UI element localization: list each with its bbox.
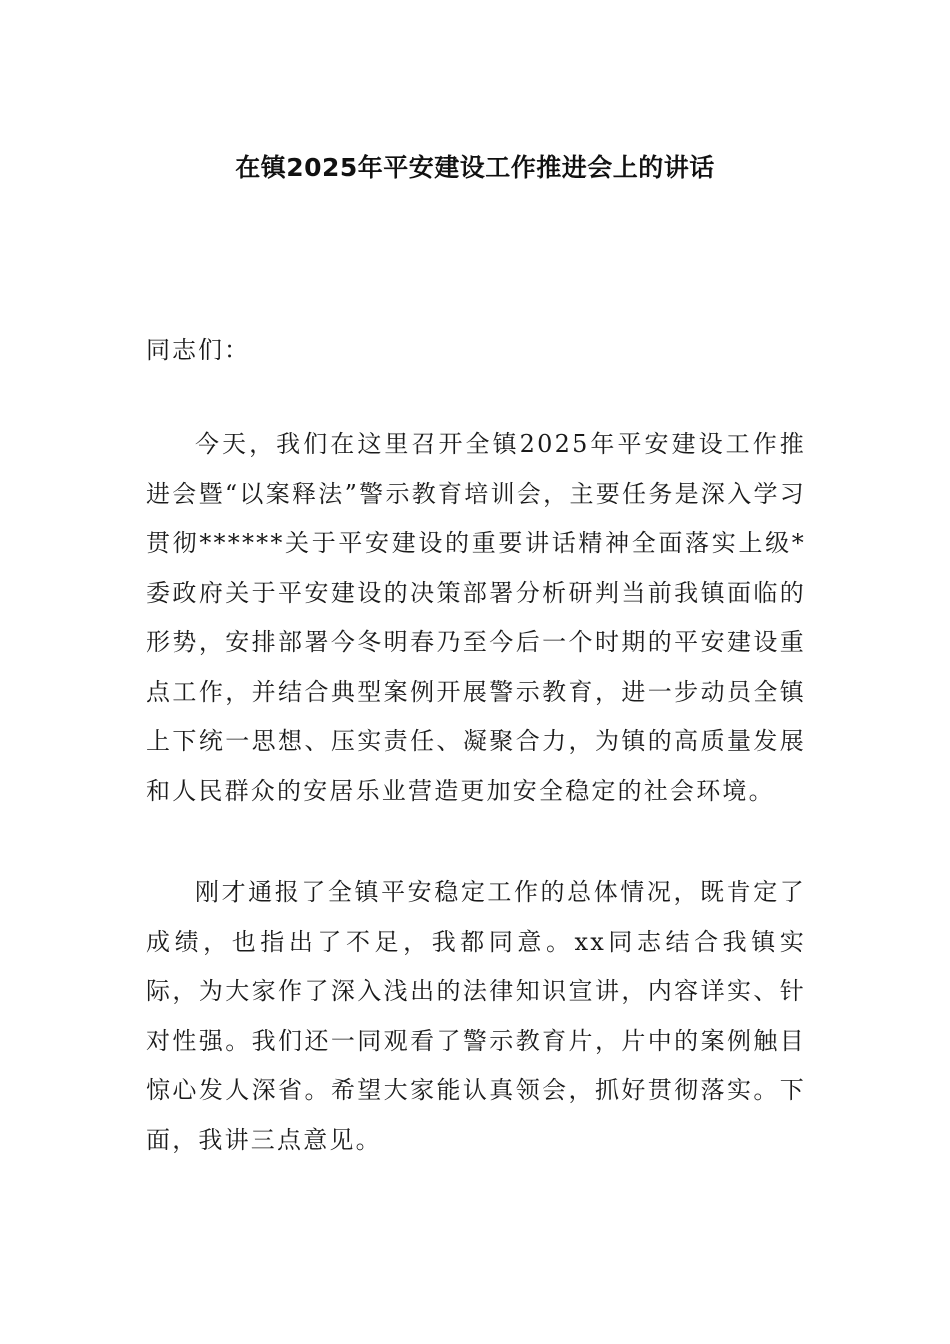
salutation: 同志们： bbox=[146, 336, 250, 364]
paragraph-review: 刚才通报了全镇平安稳定工作的总体情况，既肯定了成绩，也指出了不足，我都同意。xx同志结合我镇实际，为大家作了深入浅出的法律知识宣讲，内容详实、针对性强。我们还一同观看了警示教育片，片中的案例触目惊心发人深省。希望大家能认真领会，抓好贯彻落实。下面，我讲三点意见。 bbox=[146, 878, 806, 1154]
paragraph-opening: 今天，我们在这里召开全镇2025年平安建设工作推进会暨“以案释法”警示教育培训会，主要任务是深入学习贯彻******关于平安建设的重要讲话精神全面落实上级*委政府关于平安建设的决策部署分析研判当前我镇面临的形势，安排部署今冬明春乃至今后一个时期的平安建设重点工作，并结合典型案例开展警示教育，进一步动员全镇上下统一思想、压实责任、凝聚合力，为镇的高质量发展和人民群众的安居乐业营造更加安全稳定的社会环境。 bbox=[146, 430, 806, 805]
document-title: 在镇2025年平安建设工作推进会上的讲话 bbox=[235, 153, 715, 182]
